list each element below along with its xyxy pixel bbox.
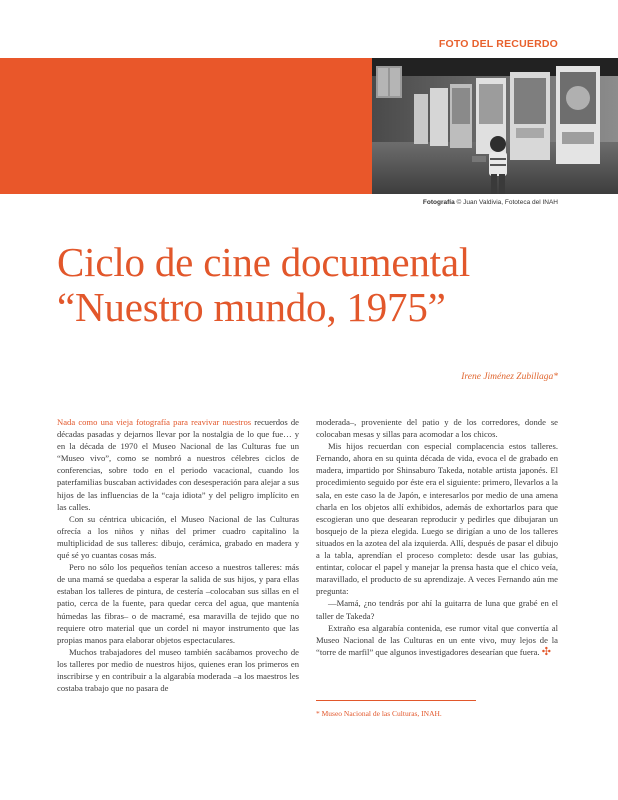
paragraph bbox=[57, 416, 299, 513]
orange-band bbox=[0, 58, 372, 194]
photo-image bbox=[372, 58, 618, 194]
archival-photo bbox=[372, 58, 618, 194]
paragraph: Pero no sólo los pequeños tenían acceso a nuestros talleres: más de una mamá se quedaba a esperar la salida de sus hijos, y para ellas estaban los talleres de pintura, de cestería –colocaban sus sillas en el patio, cerca de la fuente, para quedar cerca del agua, que mantenía húmedas las fibras– o de macramé, esa maravilla de tejido que no requiere otro material que un cordel ni mayor instrumento que las propias manos para elaborar objetos espectaculares. bbox=[57, 562, 299, 645]
article-title bbox=[57, 240, 577, 330]
footnote-rule bbox=[316, 700, 476, 701]
title-line-1: Ciclo de cine documental bbox=[57, 239, 471, 285]
paragraph: —Mamá, ¿no tendrás por ahí la guitarra de luna que grabé en el taller de Takeda? bbox=[316, 598, 558, 621]
paragraph: Con su céntrica ubicación, el Museo Nacional de las Culturas ofrecía a los niños y niñas del primer cuadro capitalino la multiplicidad de sus talleres: dibujo, cerámica, grabado en madera y qué sé yo cuantas cosas más. bbox=[57, 513, 299, 561]
article-column-2 bbox=[316, 416, 558, 658]
lead-in: Nada como una vieja fotografía para reavivar nuestros bbox=[57, 417, 252, 427]
photo-caption bbox=[423, 199, 558, 206]
paragraph-text: Extraño esa algarabía contenida, ese rumor vital que convertía al Museo Nacional de las Culturas en un ente vivo, muy lejos de la “torre de marfil” que algunos investigadores desearían que fuera. bbox=[316, 622, 558, 657]
paragraph: Muchos trabajadores del museo también sacábamos provecho de los talleres por medio de nuestros hijos, quienes eran los primeros en inscribirse y en contribuir a la algarabía moderada –a los maestros les costaba trabajo que no pasara de bbox=[57, 646, 299, 694]
paragraph-text: recuerdos de décadas pasadas y dejarnos llevar por la nostalgia de lo que fue… y en la década de 1970 el Museo Nacional de las Culturas fue un “Museo vivo”, como se nombró a nuestros célebres ciclos de conferencias, sobre todo en el periodo vacacional, cuando los paterfamilias buscaban actividades con desesperación para alejar a sus hijos de las influencias de la “caja idiota” y del peligro implícito en las calles. bbox=[57, 417, 299, 512]
author-byline: Irene Jiménez Zubillaga* bbox=[461, 372, 558, 382]
title-line-2: “Nuestro mundo, 1975” bbox=[57, 284, 446, 330]
article-column-1 bbox=[57, 416, 299, 694]
paragraph: moderada–, proveniente del patio y de los corredores, donde se colocaban mesas y sillas para acomodar a los chicos. bbox=[316, 417, 558, 440]
end-mark-icon: ✣ bbox=[541, 645, 551, 658]
photo-caption-credit: © Juan Valdivia, Fototeca del INAH bbox=[456, 199, 558, 206]
paragraph: Mis hijos recuerdan con especial complacencia estos talleres. Fernando, ahora en su quinta década de vida, evoca el de grabado en madera, impartido por Shinsaburo Takeda, notable artista japonés. El procedimiento seguido por éste era el siguiente: primero, llevarlos a la sala, en este caso la de Japón, e interesarlos por medio de una amena charla en los objetos allí exhibidos, además de exhortarlos para que escogieran uno que desearan reproducir y pedirles que dibujaran un bosquejo de la pieza elegida. Luego se dirigían a uno de los talleres situados en la azotea del ala izquierda. Allí, después de pasar el dibujo a la tabla, aprendían el proceso completo: desde usar las gubias, entintar, colocar el papel y manejar la prensa hasta que el chico veía, maravillado, el producto de su aprendizaje. A veces Fernando aún me pregunta: bbox=[316, 441, 558, 597]
section-label: FOTO DEL RECUERDO bbox=[438, 38, 558, 50]
photo-caption-label: Fotografía bbox=[422, 199, 455, 206]
footnote: * Museo Nacional de las Culturas, INAH. bbox=[316, 709, 442, 718]
paragraph bbox=[316, 622, 558, 658]
